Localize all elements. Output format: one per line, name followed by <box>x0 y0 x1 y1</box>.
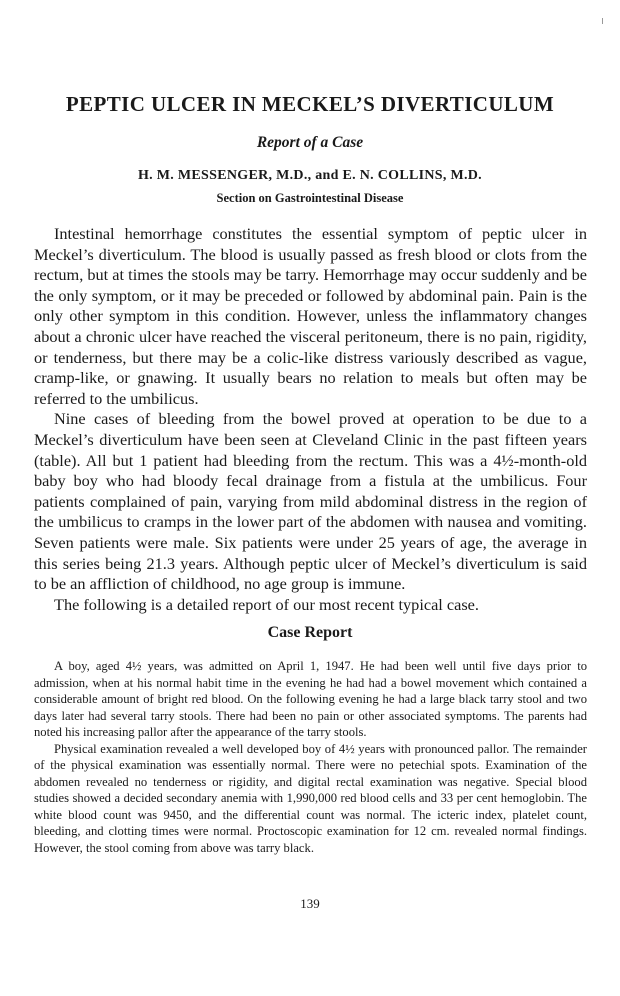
case-report-heading: Case Report <box>267 624 353 641</box>
body-paragraph: Nine cases of bleeding from the bowel proved at operation to be due to a Meckel’s diverticulum have been seen at Cleveland Clinic in the past fifteen years (table). All but 1 patient had bleeding from the rectum. This was a 4½-month-old baby boy who had bloody fecal drainage from a fistula at the umbilicus. Four patients complained of pain, varying from mild abdominal distress in the region of the umbilicus to cramps in the lower part of the abdomen with nausea and vomiting. Seven patients were male. Six patients were under 25 years of age, the average in this series being 21.3 years. Although peptic ulcer of Meckel’s diverticulum is said to be an affliction of childhood, no age group is immune. <box>34 409 587 594</box>
case-paragraph: Physical examination revealed a well developed boy of 4½ years with pronounced pallor. The remainder of the physical examination was essentially normal. There were no petechial spots. Examination of the abdomen revealed no tenderness or rigidity, and digital rectal examination was negative. Special blood studies showed a decided secondary anemia with 1,990,000 red blood cells and 33 per cent hemoglobin. The white blood count was 9450, and the differential count was normal. The icteric index, platelet count, bleeding, and clotting times were normal. Proctoscopic examination for 12 cm. revealed normal findings. However, the stool coming from above was tarry black. <box>34 741 587 855</box>
body-paragraph: The following is a detailed report of our most recent typical case. <box>54 594 479 614</box>
article-title: PEPTIC ULCER IN MECKEL’S DIVERTICULUM <box>65 92 555 116</box>
article-subtitle: Report of a Case <box>256 134 364 151</box>
article-section: Section on Gastrointestinal Disease <box>216 191 404 205</box>
case-report-text <box>34 658 587 856</box>
body-text <box>34 224 587 615</box>
article-authors: H. M. MESSENGER, M.D., and E. N. COLLINS, M.D. <box>137 168 482 183</box>
page-number: 139 <box>300 896 320 911</box>
scan-mark <box>602 18 603 24</box>
body-paragraph: Intestinal hemorrhage constitutes the essential symptom of peptic ulcer in Meckel’s diverticulum. The blood is usually passed as fresh blood or clots from the rectum, but at times the stools may be tarry. Hemorrhage may occur suddenly and be the only symptom, or it may be preceded or followed by abdominal pain. Pain is the only other symptom in this condition. However, unless the inflammatory changes about a chronic ulcer have reached the visceral peritoneum, there is no pain, rigidity, or tenderness, but there may be a colic-like distress variously described as vague, cramp-like, or gnawing. It usually bears no relation to meals but often may be referred to the umbilicus. <box>34 224 587 408</box>
case-paragraph: A boy, aged 4½ years, was admitted on April 1, 1947. He had been well until five days prior to admission, when at his normal habit time in the evening he had had a bowel movement which contained a considerable amount of bright red blood. On the following evening he had a large black tarry stool and two days later had several tarry stools. There had been no pain or other associated symptoms. The parents had noted his increasing pallor after the appearance of the tarry stools. <box>34 659 587 739</box>
